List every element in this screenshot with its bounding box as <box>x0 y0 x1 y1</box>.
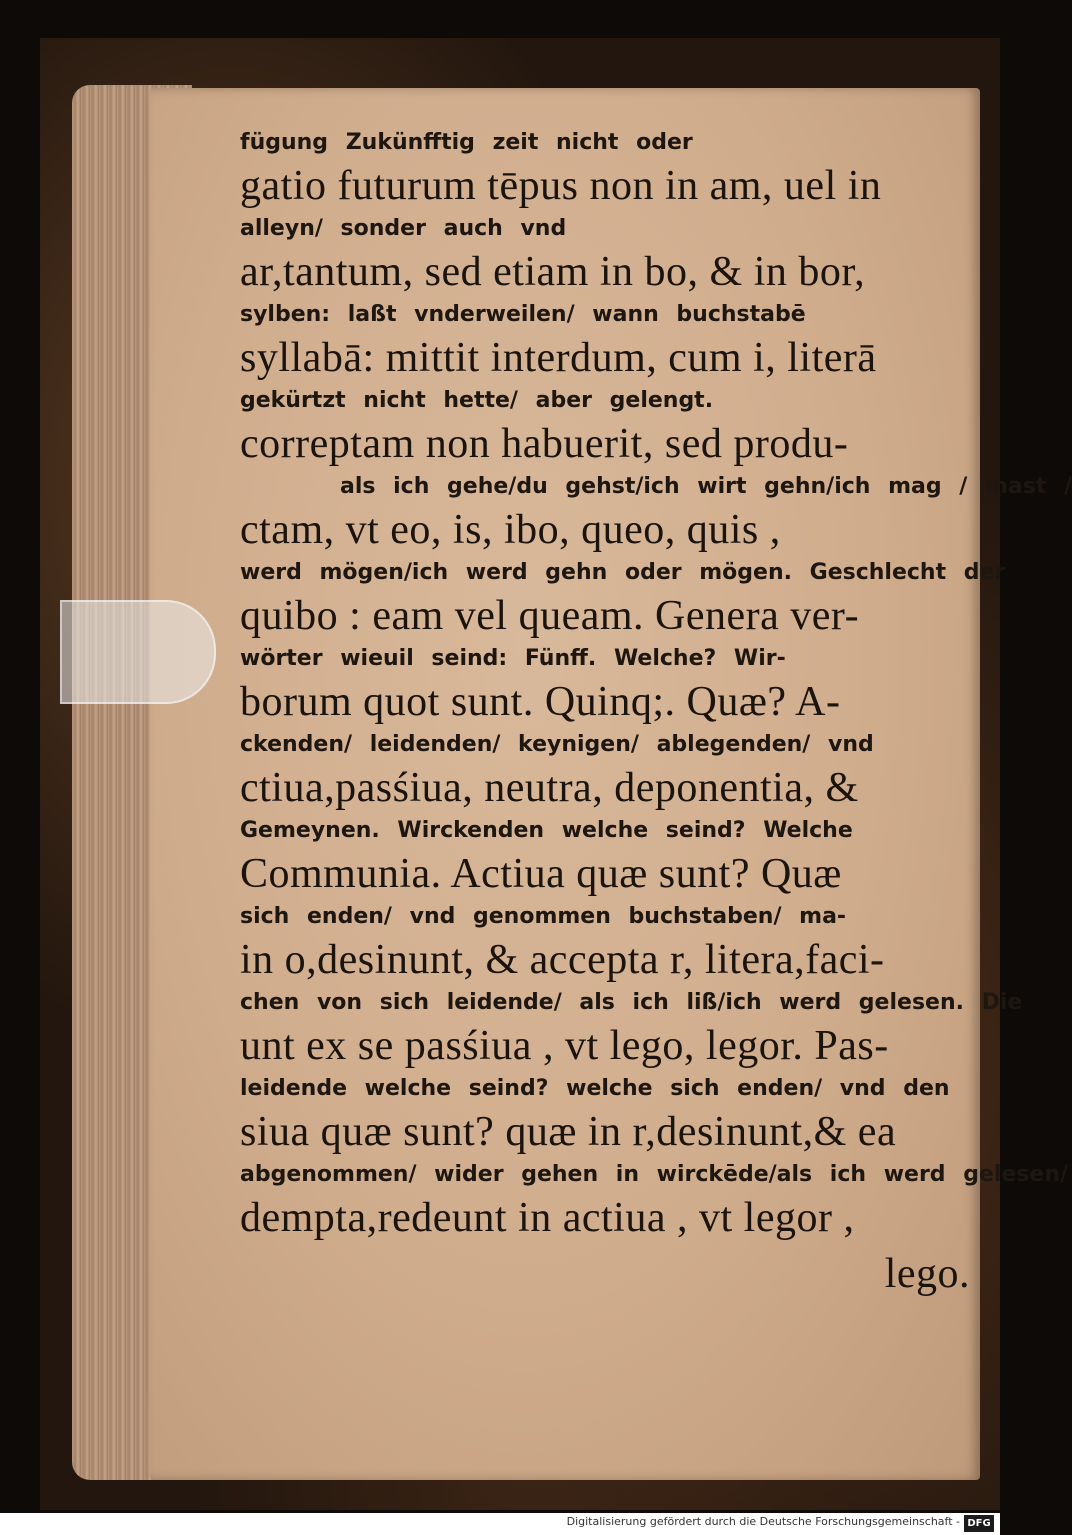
dfg-logo-icon: DFG <box>964 1515 994 1532</box>
german-gloss-line: fügung Zukünfftig zeit nicht oder <box>240 130 693 155</box>
latin-line: ctiua,pasśiua, neutra, deponentia, & <box>240 765 859 811</box>
page-text <box>240 128 1072 1302</box>
german-gloss-line: wörter wieuil seind: Fünff. Welche? Wir- <box>240 646 786 671</box>
german-gloss-line: chen von sich leidende/ als ich liß/ich werd gelesen. Die <box>240 990 1023 1015</box>
german-gloss-line: Gemeynen. Wirckenden welche seind? Welche <box>240 818 853 843</box>
footer-credit: Digitalisierung gefördert durch die Deutsche Forschungsgemeinschaft - <box>566 1515 960 1528</box>
latin-line: ar,tantum, sed etiam in bo, & in bor, <box>240 249 866 295</box>
german-gloss-line: ckenden/ leidenden/ keynigen/ ablegenden/ vnd <box>240 732 874 757</box>
latin-line: in o,desinunt, & accepta r, litera,faci- <box>240 937 885 983</box>
german-gloss-line: alleyn/ sonder auch vnd <box>240 216 567 241</box>
latin-line: dempta,redeunt in actiua , vt legor , <box>240 1195 855 1241</box>
german-gloss-line: werd mögen/ich werd gehn oder mögen. Geschlecht der <box>240 560 1006 585</box>
german-gloss-line: gekürtzt nicht hette/ aber gelengt. <box>240 388 714 413</box>
latin-line: syllabā: mittit interdum, cum i, literā <box>240 335 877 381</box>
latin-line: unt ex se pasśiua , vt lego, legor. Pas- <box>240 1023 889 1069</box>
page-clip <box>60 600 216 704</box>
latin-line: siua quæ sunt? quæ in r,desinunt,& ea <box>240 1109 897 1155</box>
german-gloss-line: leidende welche seind? welche sich enden/ vnd den <box>240 1076 950 1101</box>
latin-line: lego. <box>884 1251 970 1297</box>
latin-line: quibo : eam vel queam. Genera ver- <box>240 593 860 639</box>
latin-line: correptam non habuerit, sed produ- <box>240 421 849 467</box>
german-gloss-line: sich enden/ vnd genommen buchstaben/ ma- <box>240 904 847 929</box>
latin-line: ctam, vt eo, is, ibo, queo, quis , <box>240 507 781 553</box>
latin-line: gatio futurum tēpus non in am, uel in <box>240 163 882 209</box>
latin-line: borum quot sunt. Quinq;. Quæ? A- <box>240 679 841 725</box>
german-gloss-line: sylben: laßt vnderweilen/ wann buchstabē <box>240 302 806 327</box>
latin-line: Communia. Actiua quæ sunt? Quæ <box>240 851 842 897</box>
german-gloss-line: als ich gehe/du gehst/ich wirt gehn/ich mag / mast / <box>340 474 1072 499</box>
german-gloss-line: abgenommen/ wider gehen in wirckēde/als ich werd gelesen/ <box>240 1162 1069 1187</box>
